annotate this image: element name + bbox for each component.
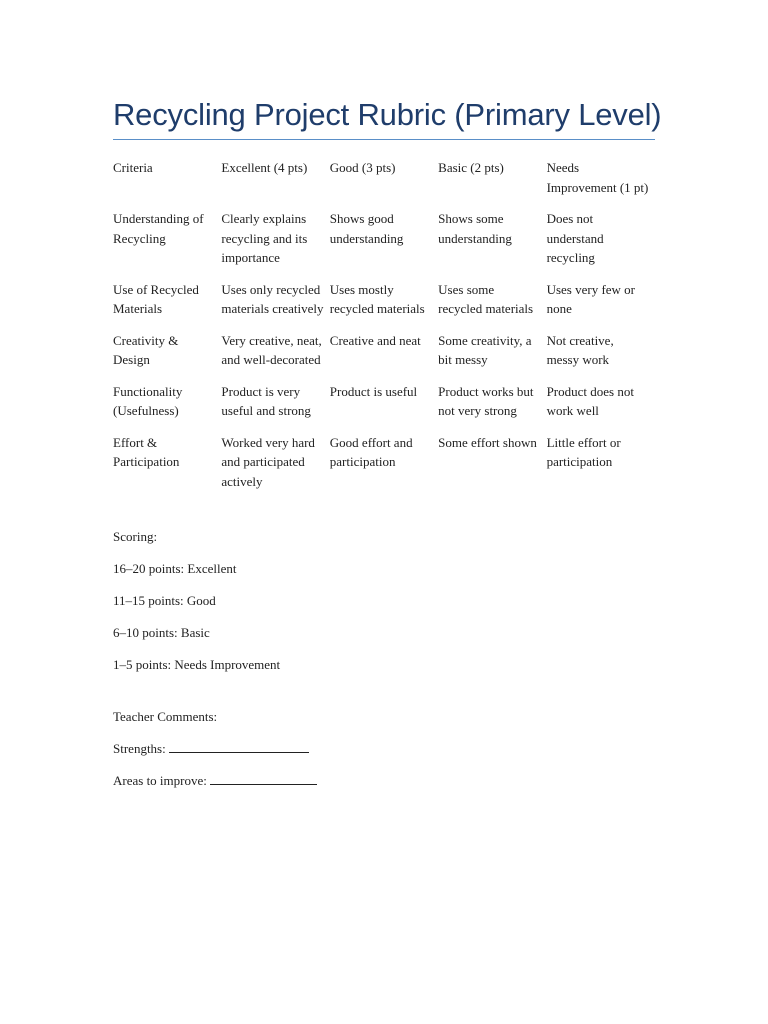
table-cell: Creativity & Design <box>113 332 179 367</box>
table-cell: Does not understand recycling <box>546 211 604 265</box>
table-cell: Not creative, messy work <box>546 332 614 367</box>
table-row <box>113 331 655 382</box>
scoring-line: 1–5 points: Needs Improvement <box>113 657 281 672</box>
strengths-blank-line[interactable] <box>169 740 309 753</box>
table-cell: Effort & Participation <box>113 434 180 469</box>
table-cell: Some creativity, a bit messy <box>438 332 532 367</box>
table-cell: Clearly explains recycling and its importance <box>221 211 308 265</box>
teacher-comments-section <box>113 707 655 791</box>
table-cell: Worked very hard and participated actively <box>221 434 315 489</box>
table-cell: Shows some understanding <box>438 211 512 246</box>
table-cell: Product does not work well <box>546 383 634 418</box>
header-basic: Basic (2 pts) <box>438 160 504 175</box>
table-cell: Functionality (Usefulness) <box>113 383 183 418</box>
header-criteria: Criteria <box>113 160 153 175</box>
table-cell: Use of Recycled Materials <box>113 281 199 316</box>
table-cell: Shows good understanding <box>329 211 404 246</box>
improve-field <box>113 771 655 791</box>
comments-heading: Teacher Comments: <box>113 708 218 724</box>
scoring-line: 16–20 points: Excellent <box>113 561 237 576</box>
table-cell: Good effort and participation <box>329 434 413 469</box>
table-row <box>113 280 655 331</box>
table-row <box>113 433 655 504</box>
table-cell: Little effort or participation <box>546 434 621 469</box>
table-cell: Some effort shown <box>438 434 537 450</box>
rubric-table <box>113 158 655 503</box>
table-cell: Uses mostly recycled materials <box>329 281 425 316</box>
table-row <box>113 209 655 280</box>
table-cell: Uses some recycled materials <box>438 281 534 316</box>
table-cell: Product is very useful and strong <box>221 383 311 418</box>
table-row <box>113 382 655 433</box>
table-cell: Product works but not very strong <box>438 383 534 418</box>
table-cell: Product is useful <box>329 383 418 399</box>
strengths-label: Strengths: <box>113 740 166 756</box>
header-good: Good (3 pts) <box>329 160 396 175</box>
improve-blank-line[interactable] <box>210 772 317 785</box>
scoring-line: 6–10 points: Basic <box>113 625 210 640</box>
scoring-line: 11–15 points: Good <box>113 593 216 608</box>
header-needs-improvement: Needs Improvement (1 pt) <box>546 160 649 195</box>
scoring-heading: Scoring: <box>113 529 158 544</box>
table-cell: Understanding of Recycling <box>113 211 204 246</box>
table-header-row <box>113 158 655 209</box>
document-title: Recycling Project Rubric (Primary Level) <box>113 97 662 132</box>
strengths-field <box>113 739 655 759</box>
table-cell: Creative and neat <box>329 332 421 348</box>
document-page <box>113 95 662 803</box>
table-cell: Uses very few or none <box>546 281 636 316</box>
scoring-section <box>113 527 655 675</box>
header-excellent: Excellent (4 pts) <box>221 160 308 175</box>
table-cell: Very creative, neat, and well-decorated <box>221 332 322 367</box>
title-underline <box>113 139 655 140</box>
table-cell: Uses only recycled materials creatively <box>221 281 324 316</box>
improve-label: Areas to improve: <box>113 772 207 788</box>
